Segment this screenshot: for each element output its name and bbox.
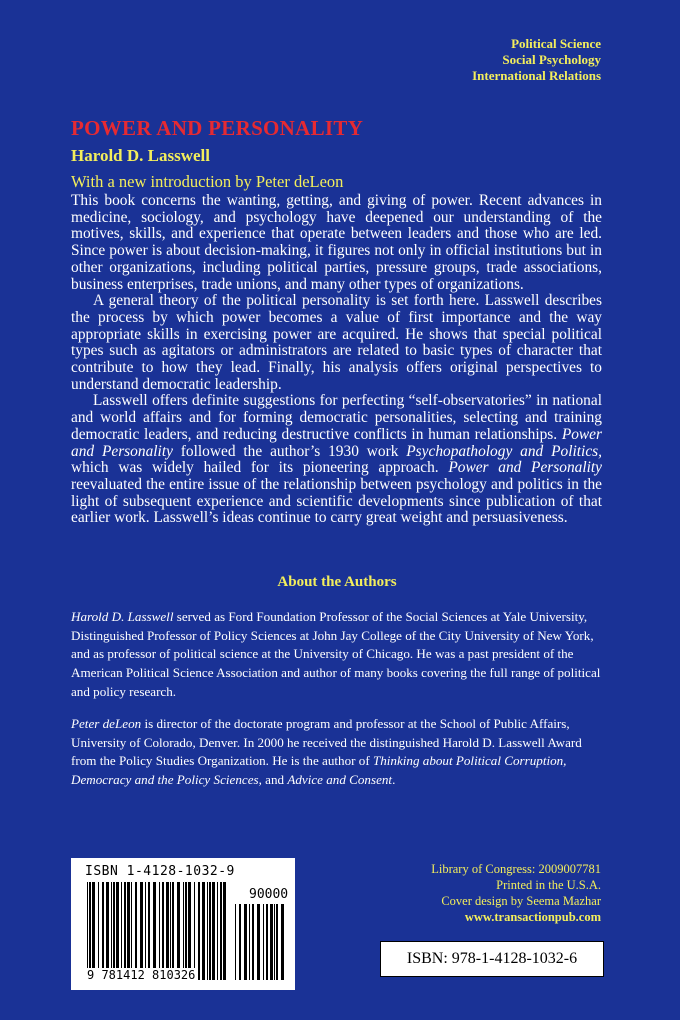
description-paragraph-1: This book concerns the wanting, getting, and giving of power. Recent advances in medicine, sociology, and psychology have deepened our understanding of the motives, skills, and experience that operate between leaders and those who are led. Since power is about decision-making, it figures not only in official institutions but in other organizations, including political parties, pressure groups, trade associations, business enterprises, trade unions, and many other types of organizations. bbox=[71, 192, 602, 293]
subject-categories bbox=[472, 36, 601, 84]
colophon bbox=[431, 861, 601, 925]
barcode-bar bbox=[135, 882, 137, 980]
barcode-bar bbox=[194, 882, 195, 980]
barcode-bar bbox=[145, 882, 146, 980]
bio-deleon-name: Peter deLeon bbox=[71, 716, 142, 731]
barcode-bar bbox=[153, 882, 156, 980]
barcode-ean-number: 9 781412 810326 bbox=[87, 968, 196, 982]
barcode-bar bbox=[162, 882, 164, 980]
barcode-bar bbox=[223, 882, 226, 980]
barcode-bar bbox=[140, 882, 143, 980]
category-social-psychology: Social Psychology bbox=[502, 52, 601, 67]
barcode-bar bbox=[131, 882, 132, 980]
bio-lasswell-name: Harold D. Lasswell bbox=[71, 609, 174, 624]
barcode-bar bbox=[124, 882, 126, 980]
description-paragraph-2: A general theory of the political personality is set forth here. Lasswell describes the process by which power becomes a value of first importance and the way appropriate skills in exercising power are acquired. He shows that special political types such as agitators or administrators are related to basic types of character that contribute to how they lead. Finally, his analysis offers original perspectives to understand democratic leadership. bbox=[71, 292, 602, 393]
barcode-bar bbox=[249, 904, 250, 980]
barcode-addon-bars bbox=[235, 904, 287, 980]
barcode-bar bbox=[166, 882, 169, 980]
barcode-bar bbox=[220, 882, 222, 980]
book-description bbox=[71, 193, 602, 527]
barcode-bar bbox=[121, 882, 122, 980]
barcode-bar bbox=[170, 882, 171, 980]
description-paragraph-3: Lasswell offers definite suggestions for perfecting “self-observatories” in national and world affairs and for forming democratic personalities, selecting and training democratic leaders, and reducing destructive conflicts in human relationships. Power and Personality followed the author’s 1930 work Psychopathology and Politics, which was widely hailed for its pioneering approach. Power and Personality reevaluated the entire issue of the relationship between psychology and politics in the light of subsequent experience and scientific developments since publication of that earlier work. Lasswell’s ideas continue to carry great weight and persuasiveness. bbox=[71, 392, 603, 527]
barcode-bar bbox=[263, 904, 264, 980]
barcode-bar bbox=[185, 882, 187, 980]
barcode-bar bbox=[98, 882, 99, 980]
barcode-bar bbox=[127, 882, 130, 980]
publisher-url[interactable]: www.transactionpub.com bbox=[464, 910, 601, 924]
barcode-bar bbox=[177, 882, 180, 980]
barcode-bar bbox=[239, 904, 241, 980]
category-international-relations: International Relations bbox=[472, 68, 601, 83]
barcode-bar bbox=[266, 904, 268, 980]
barcode-bar bbox=[244, 904, 247, 980]
barcode-bar bbox=[207, 882, 208, 980]
barcode-bar bbox=[252, 904, 254, 980]
barcode-bar bbox=[202, 882, 205, 980]
barcode-bar bbox=[183, 882, 184, 980]
barcode-bar bbox=[188, 882, 191, 980]
barcode-bar bbox=[87, 882, 88, 980]
book-title: POWER AND PERSONALITY bbox=[71, 116, 364, 140]
intro-credit: With a new introduction by Peter deLeon bbox=[71, 172, 344, 191]
barcode-price-code: 90000 bbox=[249, 887, 289, 902]
isbn-box: ISBN: 978-1-4128-1032-6 bbox=[380, 941, 604, 977]
about-authors-heading: About the Authors bbox=[277, 574, 397, 590]
cover-design-credit: Cover design by Seema Mazhar bbox=[441, 894, 601, 908]
barcode-bar bbox=[276, 904, 278, 980]
barcode-bar bbox=[270, 904, 273, 980]
barcode-bar bbox=[116, 882, 119, 980]
bio-lasswell: Harold D. Lasswell served as Ford Foundation Professor of the Social Sciences at Yale University, Distinguished Professor of Policy Sciences at John Jay College of the City University of New York, and as professor of political science at the University of Chicago. He was a past president of the American Political Science Association and author of many books covering the full range of political and policy research. bbox=[71, 609, 601, 699]
barcode-bar bbox=[172, 882, 174, 980]
barcode-isbn-label: ISBN 1-4128-1032-9 bbox=[85, 864, 235, 879]
barcode-bar bbox=[148, 882, 150, 980]
book-author: Harold D. Lasswell bbox=[71, 146, 211, 165]
library-of-congress: Library of Congress: 2009007781 bbox=[431, 862, 601, 876]
bio-deleon: Peter deLeon is director of the doctorate program and professor at the School of Public Affairs, University of Colorado, Denver. In 2000 he received the distinguished Harold D. Lasswell Award from the Policy Studies Organization. He is the author of Thinking about Political Corruption, Democracy and the Policy Sciences, and Advice and Consent. bbox=[71, 716, 582, 788]
barcode-bar bbox=[198, 882, 200, 980]
barcode-bar bbox=[212, 882, 215, 980]
barcode-bar bbox=[159, 882, 160, 980]
barcode-bar bbox=[281, 904, 284, 980]
barcode-bar bbox=[102, 882, 104, 980]
category-political-science: Political Science bbox=[511, 36, 601, 51]
barcode-bar bbox=[217, 882, 218, 980]
barcode-bar bbox=[89, 882, 91, 980]
barcode-bar bbox=[92, 882, 95, 980]
barcode-bar bbox=[113, 882, 115, 980]
barcode-bar bbox=[209, 882, 211, 980]
barcode-bar bbox=[106, 882, 109, 980]
barcode-bar bbox=[274, 904, 275, 980]
barcode-bar bbox=[235, 904, 236, 980]
printed-in: Printed in the U.S.A. bbox=[496, 878, 601, 892]
barcode bbox=[71, 858, 295, 990]
barcode-bars bbox=[87, 882, 229, 980]
barcode-bar bbox=[257, 904, 260, 980]
barcode-bar bbox=[111, 882, 112, 980]
